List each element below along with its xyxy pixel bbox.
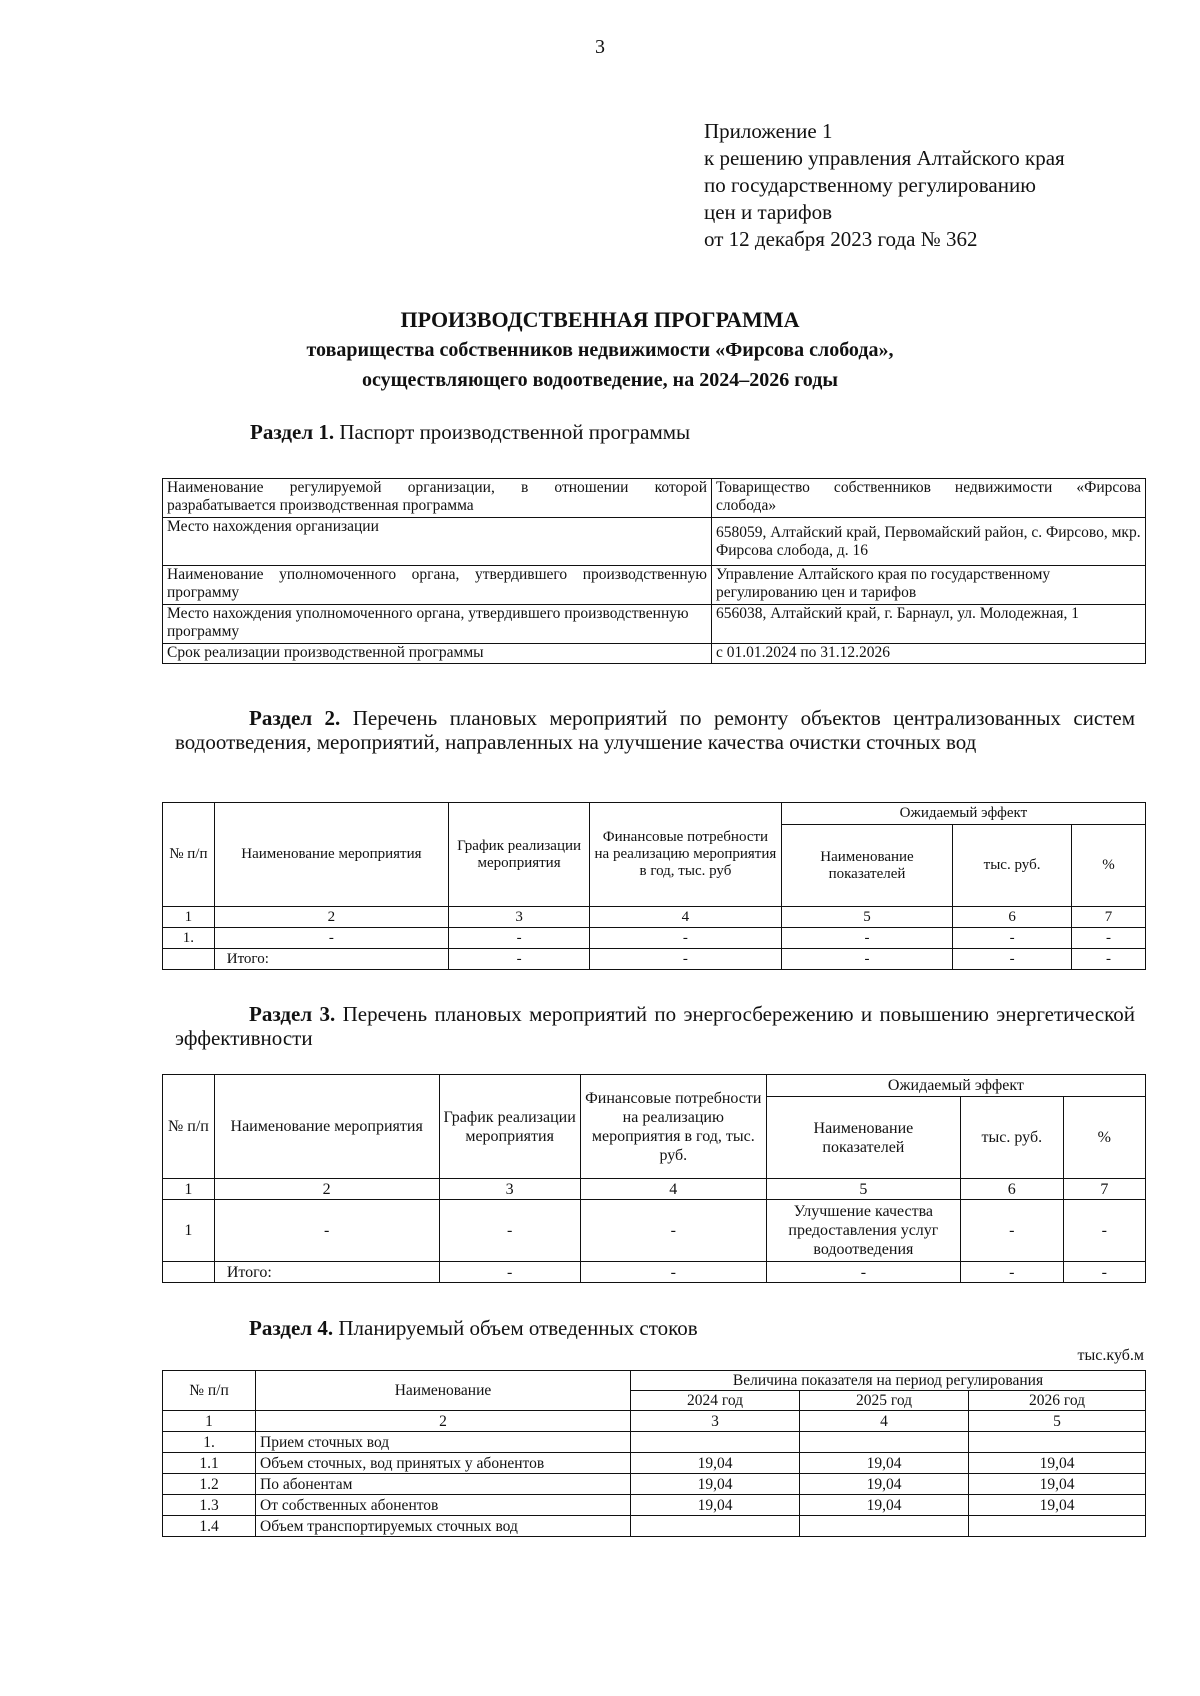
col-number: 6 xyxy=(960,1179,1063,1200)
col-number: 4 xyxy=(590,907,782,928)
table-cell: 19,04 xyxy=(800,1453,969,1474)
table-cell: 19,04 xyxy=(631,1495,800,1516)
table-row xyxy=(163,1474,1146,1495)
col-num-header: № п/п xyxy=(163,1075,215,1179)
col-number: 4 xyxy=(800,1411,969,1432)
table-cell xyxy=(163,949,215,970)
table-cell: - xyxy=(590,949,782,970)
col-number: 7 xyxy=(1063,1179,1145,1200)
table-cell: - xyxy=(1063,1262,1145,1283)
col-year-header: 2025 год xyxy=(800,1391,969,1411)
table-cell: 19,04 xyxy=(800,1474,969,1495)
total-row xyxy=(163,1262,1146,1283)
table-cell: 19,04 xyxy=(800,1495,969,1516)
table-cell: - xyxy=(781,928,952,949)
appendix-line: от 12 декабря 2023 года № 362 xyxy=(704,227,978,251)
table-cell: - xyxy=(439,1200,580,1262)
col-number: 6 xyxy=(953,907,1072,928)
col-year-header: 2024 год xyxy=(631,1391,800,1411)
section3-heading xyxy=(175,1002,1135,1050)
col-name-header: Наименование мероприятия xyxy=(214,803,448,907)
title-line-3: осуществляющего водоотведение, на 2024–2026 годы xyxy=(362,369,838,391)
section4-title: Планируемый объем отведенных стоков xyxy=(338,1316,698,1340)
col-finance-header: Финансовые потребности на реализацию мероприятия в год, тыс. руб. xyxy=(580,1075,766,1179)
table-cell: - xyxy=(953,928,1072,949)
col-thous-header: тыс. руб. xyxy=(960,1097,1063,1179)
appendix-line: к решению управления Алтайского края xyxy=(704,146,1065,170)
table-cell: Прием сточных вод xyxy=(256,1432,631,1453)
col-num-header: № п/п xyxy=(163,1371,256,1411)
col-number: 3 xyxy=(631,1411,800,1432)
col-number: 2 xyxy=(214,907,448,928)
col-number: 5 xyxy=(766,1179,960,1200)
table-row xyxy=(163,1453,1146,1474)
section4-label: Раздел 4. xyxy=(249,1316,334,1340)
col-indicators-header: Наименование показателей xyxy=(781,825,952,907)
table-cell: Объем транспортируемых сточных вод xyxy=(256,1516,631,1537)
table-cell: 1.3 xyxy=(163,1495,256,1516)
table-row xyxy=(163,1516,1146,1537)
total-label: Итого: xyxy=(214,949,448,970)
table-cell: - xyxy=(1071,949,1145,970)
table-row xyxy=(163,928,1146,949)
col-num-header: № п/п xyxy=(163,803,215,907)
passport-key: Место нахождения организации xyxy=(163,518,712,566)
col-number: 1 xyxy=(163,907,215,928)
col-thous-header: тыс. руб. xyxy=(953,825,1072,907)
passport-value: Товарищество собственников недвижимости «Фирсова слобода» xyxy=(712,479,1146,518)
table-cell: - xyxy=(781,949,952,970)
table-cell: 1.2 xyxy=(163,1474,256,1495)
table-cell: 19,04 xyxy=(969,1453,1146,1474)
table-cell: - xyxy=(1063,1200,1145,1262)
table-cell: - xyxy=(449,928,590,949)
col-number: 4 xyxy=(580,1179,766,1200)
table-row xyxy=(163,1200,1146,1262)
table-cell: Объем сточных, вод принятых у абонентов xyxy=(256,1453,631,1474)
col-pct-header: % xyxy=(1063,1097,1145,1179)
col-schedule-header: График реализации мероприятия xyxy=(439,1075,580,1179)
passport-table xyxy=(162,478,1146,664)
table-cell: Улучшение качества предоставления услуг водоотведения xyxy=(766,1200,960,1262)
col-number: 2 xyxy=(214,1179,439,1200)
table-cell: 19,04 xyxy=(969,1474,1146,1495)
section1-title: Паспорт производственной программы xyxy=(339,420,691,444)
table-cell: От собственных абонентов xyxy=(256,1495,631,1516)
total-row xyxy=(163,949,1146,970)
table-cell: 1 xyxy=(163,1200,215,1262)
section2-heading xyxy=(175,706,1135,754)
table-cell xyxy=(631,1432,800,1453)
section1-label: Раздел 1. xyxy=(250,420,335,444)
table-cell: 1. xyxy=(163,1432,256,1453)
col-number: 5 xyxy=(781,907,952,928)
col-number: 5 xyxy=(969,1411,1146,1432)
col-year-header: 2026 год xyxy=(969,1391,1146,1411)
appendix-line: Приложение 1 xyxy=(704,119,833,143)
col-number: 2 xyxy=(256,1411,631,1432)
appendix-line: цен и тарифов xyxy=(704,200,833,224)
passport-value: 656038, Алтайский край, г. Барнаул, ул. Молодежная, 1 xyxy=(712,605,1146,644)
table-cell: - xyxy=(580,1200,766,1262)
total-label: Итого: xyxy=(214,1262,439,1283)
col-finance-header: Финансовые потребности на реализацию мероприятия в год, тыс. руб xyxy=(590,803,782,907)
passport-value: с 01.01.2024 по 31.12.2026 xyxy=(712,644,1146,664)
col-period-header: Величина показателя на период регулирования xyxy=(631,1371,1146,1391)
section4-heading xyxy=(249,1316,698,1340)
table-cell: - xyxy=(960,1262,1063,1283)
table-cell: 1. xyxy=(163,928,215,949)
col-number: 3 xyxy=(439,1179,580,1200)
table-cell xyxy=(969,1432,1146,1453)
table-row xyxy=(163,1432,1146,1453)
section2-table xyxy=(162,802,1146,970)
table-cell: - xyxy=(580,1262,766,1283)
col-effect-header: Ожидаемый эффект xyxy=(781,803,1145,825)
table-cell: - xyxy=(449,949,590,970)
table-cell: - xyxy=(590,928,782,949)
section2-label: Раздел 2. xyxy=(249,706,341,730)
table-cell: - xyxy=(953,949,1072,970)
passport-value: 658059, Алтайский край, Первомайский район, с. Фирсово, мкр. Фирсова слобода, д. 16 xyxy=(712,518,1146,566)
table-cell: - xyxy=(439,1262,580,1283)
col-name-header: Наименование мероприятия xyxy=(214,1075,439,1179)
title-line-1: ПРОИЗВОДСТВЕННАЯ ПРОГРАММА xyxy=(400,307,800,332)
document-title xyxy=(0,305,1200,395)
section3-label: Раздел 3. xyxy=(249,1002,336,1026)
col-number: 1 xyxy=(163,1411,256,1432)
table-cell: - xyxy=(960,1200,1063,1262)
passport-key: Наименование регулируемой организации, в отношении которой разрабатывается производственная программа xyxy=(163,479,712,518)
col-pct-header: % xyxy=(1071,825,1145,907)
table-cell: - xyxy=(214,1200,439,1262)
table-cell: - xyxy=(766,1262,960,1283)
col-effect-header: Ожидаемый эффект xyxy=(766,1075,1145,1097)
col-indicators-header: Наименование показателей xyxy=(766,1097,960,1179)
passport-value: Управление Алтайского края по государственному регулированию цен и тарифов xyxy=(712,566,1146,605)
table-cell: По абонентам xyxy=(256,1474,631,1495)
col-name-header: Наименование xyxy=(256,1371,631,1411)
table-cell: 19,04 xyxy=(631,1453,800,1474)
unit-label: тыс.куб.м xyxy=(1077,1347,1144,1364)
section4-table xyxy=(162,1370,1146,1537)
appendix-block xyxy=(704,118,1065,253)
col-number: 7 xyxy=(1071,907,1145,928)
title-line-2: товарищества собственников недвижимости «Фирсова слобода», xyxy=(306,339,894,361)
section1-heading xyxy=(250,420,690,444)
appendix-line: по государственному регулированию xyxy=(704,173,1036,197)
table-cell: 19,04 xyxy=(969,1495,1146,1516)
passport-key: Место нахождения уполномоченного органа, утвердившего производственную программу xyxy=(163,605,712,644)
section2-title: Перечень плановых мероприятий по ремонту объектов централизованных систем водоотведения, мероприятий, направленных на улучшение качества очистки сточных вод xyxy=(175,706,1135,754)
passport-key: Срок реализации производственной программы xyxy=(163,644,712,664)
col-schedule-header: График реализации мероприятия xyxy=(449,803,590,907)
table-row xyxy=(163,1495,1146,1516)
col-number: 1 xyxy=(163,1179,215,1200)
table-cell xyxy=(163,1262,215,1283)
table-cell xyxy=(969,1516,1146,1537)
table-cell: 1.4 xyxy=(163,1516,256,1537)
table-cell: 19,04 xyxy=(631,1474,800,1495)
col-number: 3 xyxy=(449,907,590,928)
page-number: 3 xyxy=(595,36,605,58)
section3-title: Перечень плановых мероприятий по энергосбережению и повышению энергетической эффективности xyxy=(175,1002,1136,1050)
section3-table xyxy=(162,1074,1146,1283)
table-cell: - xyxy=(1071,928,1145,949)
table-cell xyxy=(800,1432,969,1453)
table-cell xyxy=(800,1516,969,1537)
table-cell: 1.1 xyxy=(163,1453,256,1474)
passport-key: Наименование уполномоченного органа, утвердившего производственную программу xyxy=(163,566,712,605)
table-cell: - xyxy=(214,928,448,949)
table-cell xyxy=(631,1516,800,1537)
